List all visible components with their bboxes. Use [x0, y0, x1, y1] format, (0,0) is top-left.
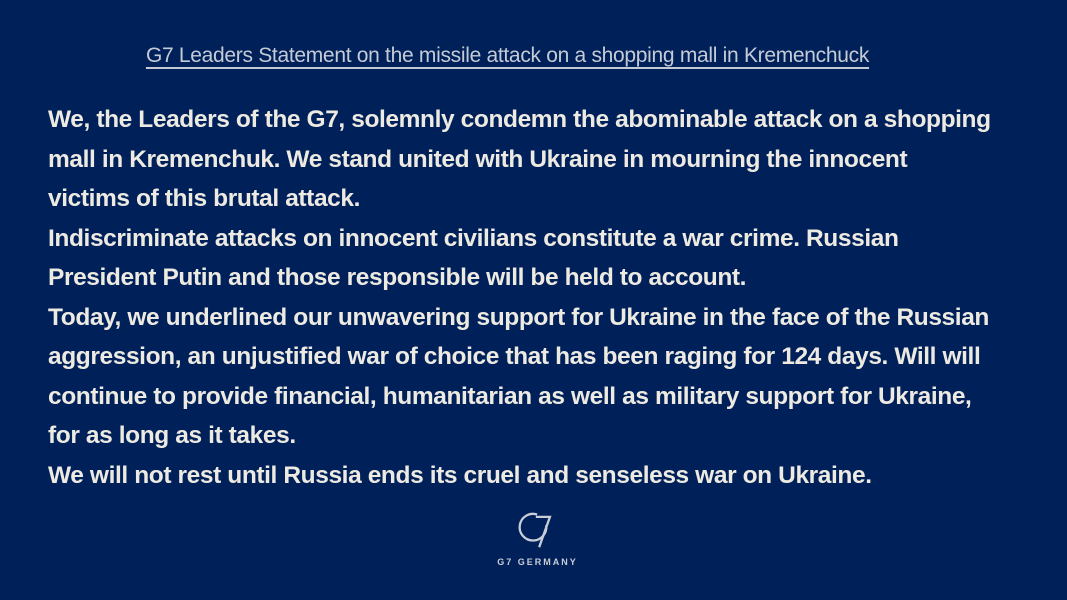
footer [497, 511, 578, 567]
statement-body [48, 100, 1047, 495]
statement-line: Indiscriminate attacks on innocent civilians constitute a war crime. Russian [48, 224, 899, 252]
statement-line: President Putin and those responsible will be held to account. [48, 264, 747, 291]
statement-line: aggression, an unjustified war of choice that has been raging for 124 days. Will will [48, 343, 981, 370]
statement-line: continue to provide financial, humanitarian as well as military support for Ukraine, [48, 382, 972, 410]
statement-line: Today, we underlined our unwavering support for Ukraine in the face of the Russian [48, 303, 989, 331]
statement-line: for as long as it takes. [48, 422, 296, 449]
statement-line: mall in Kremenchuk. We stand united with Ukraine in mourning the innocent [48, 145, 908, 173]
statement-line: We, the Leaders of the G7, solemnly condemn the abominable attack on a shopping [48, 106, 991, 133]
g7-germany-logo-label: G7 GERMANY [497, 557, 578, 567]
statement-line: victims of this brutal attack. [48, 185, 361, 212]
statement-line: We will not rest until Russia ends its cruel and senseless war on Ukraine. [48, 461, 872, 489]
g7-germany-logo-icon [516, 511, 558, 551]
page-title: G7 Leaders Statement on the missile attack on a shopping mall in Kremenchuck [145, 44, 870, 67]
